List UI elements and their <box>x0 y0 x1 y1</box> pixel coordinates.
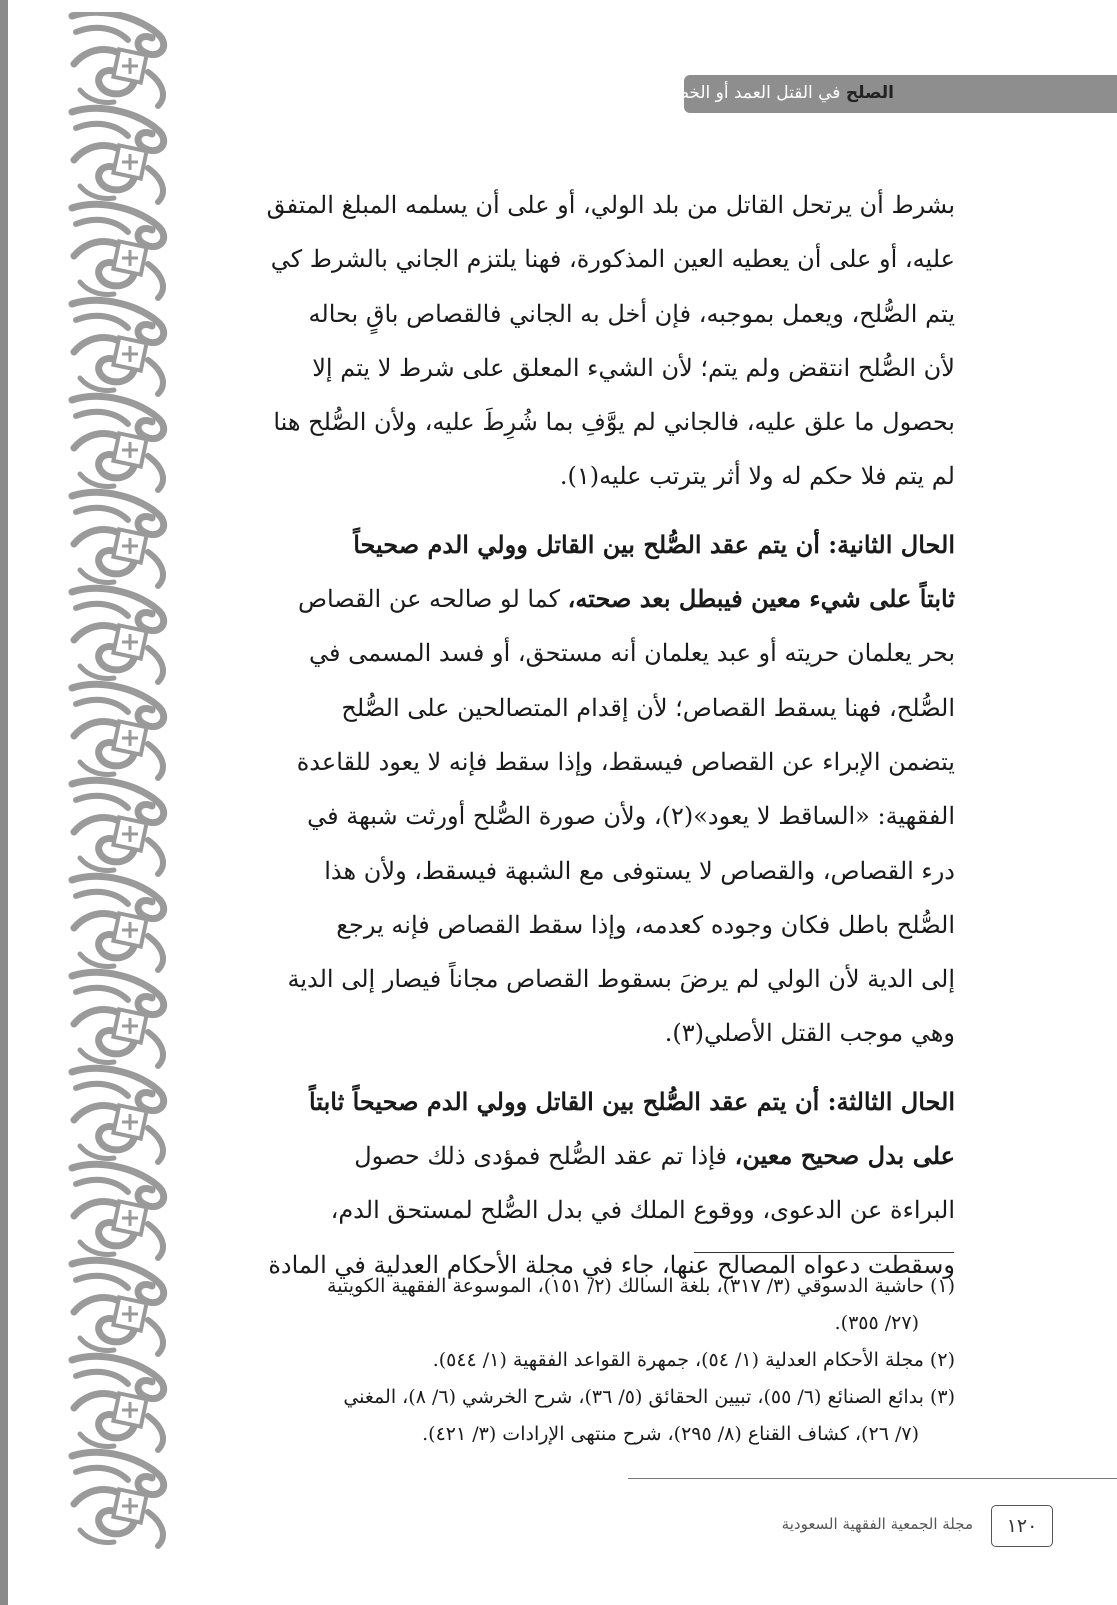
case-heading-continuation: ثابتاً على شيء معين فيبطل بعد صحته، <box>567 584 955 614</box>
text-line: إلى الدية لأن الولي لم يرضَ بسقوط القصاص مجاناً فيصار إلى الدية <box>287 965 955 994</box>
paragraph-1 <box>237 178 955 504</box>
paragraph-3 <box>237 1075 955 1292</box>
text-line: درء القصاص، والقصاص لا يستوفى مع الشبهة فيسقط، ولأن هذا <box>324 856 955 885</box>
footnote-3: (٣) بدائع الصنائع (٦/ ٥٥)، تبيين الحقائق (٥/ ٣٦)، شرح الخرشي (٦/ ٨)، المغني <box>343 1386 955 1408</box>
text-line: بحر يعلمان حريته أو عبد يعلمان أنه مستحق، أو فسد المسمى في <box>309 639 955 668</box>
running-header-title <box>670 83 894 103</box>
text-line <box>237 1129 955 1183</box>
running-header-bar <box>670 75 1117 113</box>
footnote-2: (٢) مجلة الأحكام العدلية (١/ ٥٤)، جمهرة القواعد الفقهية (١/ ٥٤٤). <box>432 1349 955 1371</box>
text-line: لأن الصُّلح انتقض ولم يتم؛ لأن الشيء المعلق على شرط لا يتم إلا <box>312 353 955 382</box>
footnote-separator <box>694 1252 954 1253</box>
case-heading-line: الحال الثالثة: أن يتم عقد الصُّلح بين القاتل وولي الدم صحيحاً ثابتاً <box>309 1086 955 1116</box>
arabesque-border-ornament <box>62 12 174 1594</box>
body-text <box>237 178 955 1306</box>
page-number: ١٢٠ <box>991 1505 1053 1547</box>
footer-separator <box>628 1478 1117 1479</box>
text-line: يتم الصُّلح، ويعمل بموجبه، فإن أخل به الجاني فالقصاص باقٍ بحاله <box>308 299 955 328</box>
footnotes <box>237 1268 955 1453</box>
text-line: الصُّلح باطل فكان وجوده كعدمه، وإذا سقط القصاص فإنه يرجع <box>336 910 955 939</box>
text-fragment: فإذا تم عقد الصُّلح فمؤدى ذلك حصول <box>354 1142 735 1171</box>
case-heading-line: الحال الثانية: أن يتم عقد الصُّلح بين القاتل وولي الدم صحيحاً <box>353 529 955 559</box>
text-line: بشرط أن يرتحل القاتل من بلد الولي، أو على أن يسلمه المبلغ المتفق <box>266 191 955 219</box>
text-line: لم يتم فلا حكم له ولا أثر يترتب عليه(١). <box>559 462 955 491</box>
page-edge-strip <box>0 0 8 1605</box>
footnote-1-continued: (٢٧/ ٣٥٥). <box>834 1312 919 1334</box>
text-line: وسقطت دعواه المصالح عنها، جاء في مجلة الأحكام العدلية في المادة <box>268 1250 955 1279</box>
text-line: يتضمن الإبراء عن القصاص فيسقط، وإذا سقط فإنه لا يعود للقاعدة <box>296 747 955 776</box>
header-title-highlight: الصلح <box>845 83 894 103</box>
footnote-3-continued: (٧/ ٢٦)، كشاف القناع (٨/ ٢٩٥)، شرح منتهى الإرادات (٣/ ٤٢١). <box>422 1423 919 1445</box>
text-line: عليه، أو على أن يعطيه العين المذكورة، فهنا يلتزم الجاني بالشرط كي <box>270 245 955 274</box>
text-line: الصُّلح، فهنا يسقط القصاص؛ لأن إقدام المتصالحين على الصُّلح <box>341 693 955 722</box>
paragraph-2 <box>237 518 955 1061</box>
text-fragment: كما لو صالحه عن القصاص <box>297 585 568 614</box>
text-line: بحصول ما علق عليه، فالجاني لم يوَّفِ بما شُرِطَ عليه، ولأن الصُّلح هنا <box>273 408 955 437</box>
footnote-1: (١) حاشية الدسوقي (٣/ ٣١٧)، بلغة السالك (٢/ ١٥١)، الموسوعة الفقهية الكويتية <box>327 1275 955 1297</box>
header-title-rest: في القتل العمد أو الخطأ <box>670 83 841 103</box>
text-line: البراءة عن الدعوى، ووقوع الملك في بدل الصُّلح لمستحق الدم، <box>330 1196 955 1225</box>
case-heading-continuation: على بدل صحيح معين، <box>734 1141 955 1171</box>
text-line: وهي موجب القتل الأصلي(٣). <box>664 1019 955 1048</box>
text-line <box>237 572 955 626</box>
journal-name: مجلة الجمعية الفقهية السعودية <box>781 1515 973 1533</box>
text-line: الفقهية: «الساقط لا يعود»(٢)، ولأن صورة الصُّلح أورثت شبهة في <box>307 802 955 831</box>
